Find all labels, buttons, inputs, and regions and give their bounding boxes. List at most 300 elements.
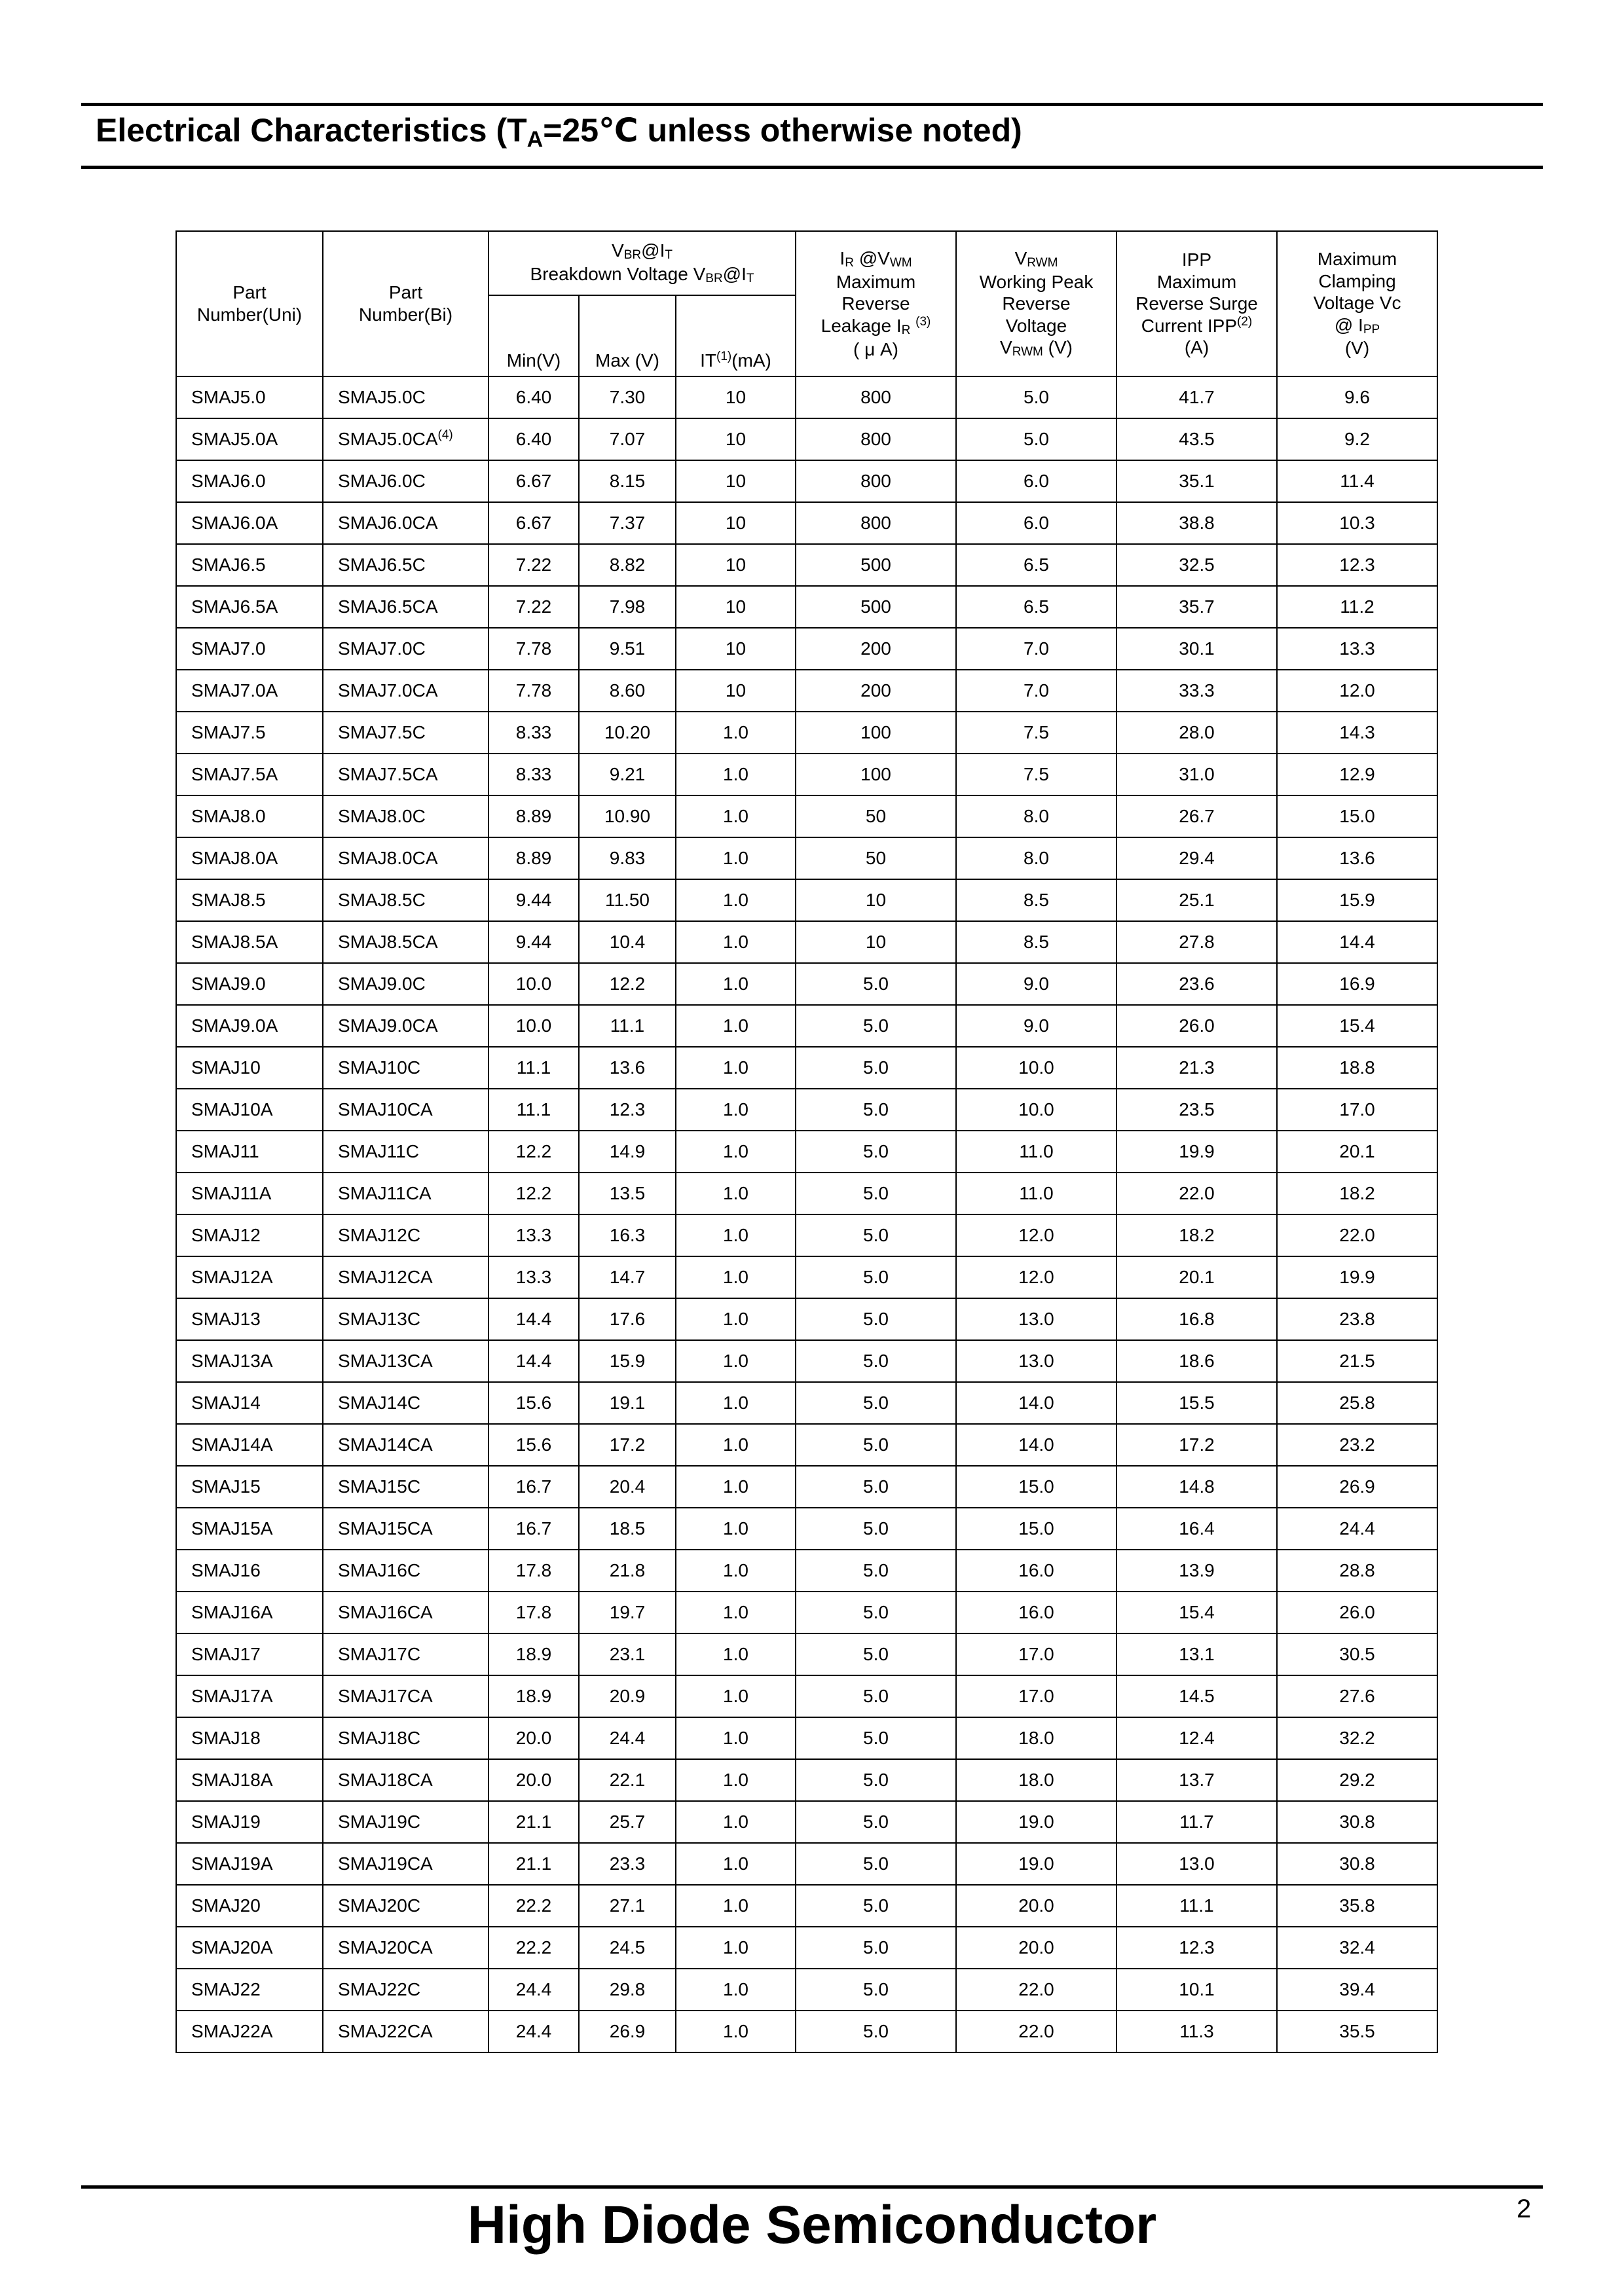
cell-part-number-uni: SMAJ12 [176, 1214, 323, 1256]
cell-surge-current: 32.5 [1116, 544, 1277, 586]
cell-min-voltage: 14.4 [489, 1298, 579, 1340]
cell-test-current: 1.0 [676, 1927, 796, 1969]
cell-max-voltage: 22.1 [579, 1759, 676, 1801]
cell-clamping-voltage: 30.8 [1277, 1801, 1437, 1843]
cell-max-voltage: 23.1 [579, 1633, 676, 1675]
cell-working-peak-voltage: 14.0 [956, 1424, 1116, 1466]
cell-clamping-voltage: 35.5 [1277, 2011, 1437, 2052]
cell-part-number-bi: SMAJ6.0C [323, 460, 489, 502]
cell-working-peak-voltage: 22.0 [956, 1969, 1116, 2011]
table-row [176, 1801, 1437, 1843]
cell-part-number-uni: SMAJ6.0 [176, 460, 323, 502]
cell-part-number-bi: SMAJ16CA [323, 1592, 489, 1633]
cell-max-voltage: 8.15 [579, 460, 676, 502]
table-row [176, 921, 1437, 963]
table-row [176, 502, 1437, 544]
cell-leakage-current: 5.0 [796, 1424, 956, 1466]
table-row [176, 1131, 1437, 1173]
cell-min-voltage: 7.78 [489, 628, 579, 670]
cell-clamping-voltage: 35.8 [1277, 1885, 1437, 1927]
cell-min-voltage: 15.6 [489, 1382, 579, 1424]
cell-clamping-voltage: 32.4 [1277, 1927, 1437, 1969]
cell-max-voltage: 21.8 [579, 1550, 676, 1592]
cell-leakage-current: 800 [796, 460, 956, 502]
cell-max-voltage: 13.5 [579, 1173, 676, 1214]
cell-max-voltage: 17.2 [579, 1424, 676, 1466]
cell-working-peak-voltage: 5.0 [956, 418, 1116, 460]
cell-max-voltage: 14.7 [579, 1256, 676, 1298]
cell-part-number-uni: SMAJ8.0A [176, 837, 323, 879]
cell-surge-current: 21.3 [1116, 1047, 1277, 1089]
cell-leakage-current: 100 [796, 754, 956, 795]
cell-max-voltage: 7.37 [579, 502, 676, 544]
header-max-voltage: Max (V) [579, 295, 676, 376]
cell-max-voltage: 18.5 [579, 1508, 676, 1550]
header-working-peak-voltage: VRWM Working Peak Reverse Voltage VRWM (V) [956, 231, 1116, 376]
cell-leakage-current: 500 [796, 586, 956, 628]
cell-leakage-current: 5.0 [796, 1675, 956, 1717]
cell-part-number-bi: SMAJ8.5CA [323, 921, 489, 963]
cell-part-number-bi: SMAJ7.0C [323, 628, 489, 670]
cell-test-current: 1.0 [676, 1885, 796, 1927]
cell-working-peak-voltage: 16.0 [956, 1550, 1116, 1592]
cell-part-number-uni: SMAJ13A [176, 1340, 323, 1382]
cell-test-current: 1.0 [676, 1424, 796, 1466]
cell-test-current: 1.0 [676, 1298, 796, 1340]
cell-test-current: 1.0 [676, 1466, 796, 1508]
cell-leakage-current: 5.0 [796, 2011, 956, 2052]
cell-part-number-uni: SMAJ6.5A [176, 586, 323, 628]
cell-leakage-current: 5.0 [796, 1592, 956, 1633]
cell-part-number-bi: SMAJ10CA [323, 1089, 489, 1131]
cell-part-number-bi: SMAJ15C [323, 1466, 489, 1508]
cell-working-peak-voltage: 5.0 [956, 376, 1116, 418]
cell-min-voltage: 9.44 [489, 921, 579, 963]
cell-part-number-uni: SMAJ11 [176, 1131, 323, 1173]
table-row [176, 2011, 1437, 2052]
cell-part-number-bi: SMAJ12CA [323, 1256, 489, 1298]
cell-leakage-current: 5.0 [796, 963, 956, 1005]
cell-surge-current: 43.5 [1116, 418, 1277, 460]
cell-part-number-uni: SMAJ12A [176, 1256, 323, 1298]
cell-clamping-voltage: 12.3 [1277, 544, 1437, 586]
cell-leakage-current: 5.0 [796, 1550, 956, 1592]
cell-max-voltage: 20.4 [579, 1466, 676, 1508]
cell-max-voltage: 19.1 [579, 1382, 676, 1424]
header-min-voltage: Min(V) [489, 295, 579, 376]
cell-clamping-voltage: 13.6 [1277, 837, 1437, 879]
cell-working-peak-voltage: 20.0 [956, 1885, 1116, 1927]
cell-part-number-uni: SMAJ5.0 [176, 376, 323, 418]
cell-surge-current: 11.3 [1116, 2011, 1277, 2052]
cell-part-number-uni: SMAJ14A [176, 1424, 323, 1466]
cell-part-number-uni: SMAJ15 [176, 1466, 323, 1508]
header-leakage-current: IR @VWM Maximum Reverse Leakage IR $^{(3)}$ ( μ A) [796, 231, 956, 376]
cell-leakage-current: 10 [796, 921, 956, 963]
header-part-number-uni: Part Number(Uni) [176, 231, 323, 376]
cell-test-current: 1.0 [676, 963, 796, 1005]
cell-max-voltage: 17.6 [579, 1298, 676, 1340]
cell-part-number-bi: SMAJ8.0C [323, 795, 489, 837]
cell-surge-current: 26.0 [1116, 1005, 1277, 1047]
cell-part-number-bi: SMAJ19C [323, 1801, 489, 1843]
electrical-characteristics-table [175, 230, 1438, 2053]
cell-surge-current: 15.5 [1116, 1382, 1277, 1424]
cell-part-number-uni: SMAJ19A [176, 1843, 323, 1885]
cell-clamping-voltage: 9.6 [1277, 376, 1437, 418]
cell-part-number-bi: SMAJ18CA [323, 1759, 489, 1801]
cell-test-current: 1.0 [676, 921, 796, 963]
cell-clamping-voltage: 17.0 [1277, 1089, 1437, 1131]
cell-working-peak-voltage: 19.0 [956, 1843, 1116, 1885]
cell-test-current: 1.0 [676, 754, 796, 795]
cell-working-peak-voltage: 17.0 [956, 1633, 1116, 1675]
cell-min-voltage: 6.40 [489, 418, 579, 460]
cell-surge-current: 26.7 [1116, 795, 1277, 837]
cell-part-number-uni: SMAJ14 [176, 1382, 323, 1424]
cell-leakage-current: 5.0 [796, 1173, 956, 1214]
cell-max-voltage: 14.9 [579, 1131, 676, 1173]
cell-part-number-bi: SMAJ6.5CA [323, 586, 489, 628]
cell-clamping-voltage: 13.3 [1277, 628, 1437, 670]
cell-surge-current: 30.1 [1116, 628, 1277, 670]
table-row [176, 1340, 1437, 1382]
cell-working-peak-voltage: 20.0 [956, 1927, 1116, 1969]
cell-min-voltage: 21.1 [489, 1801, 579, 1843]
cell-surge-current: 14.8 [1116, 1466, 1277, 1508]
table-row [176, 754, 1437, 795]
cell-part-number-bi: SMAJ9.0C [323, 963, 489, 1005]
cell-test-current: 10 [676, 418, 796, 460]
cell-leakage-current: 50 [796, 837, 956, 879]
table-row [176, 1885, 1437, 1927]
cell-working-peak-voltage: 9.0 [956, 963, 1116, 1005]
cell-surge-current: 16.4 [1116, 1508, 1277, 1550]
cell-test-current: 1.0 [676, 712, 796, 754]
cell-min-voltage: 20.0 [489, 1759, 579, 1801]
cell-surge-current: 17.2 [1116, 1424, 1277, 1466]
cell-part-number-bi: SMAJ7.5C [323, 712, 489, 754]
cell-min-voltage: 17.8 [489, 1550, 579, 1592]
cell-part-number-bi: SMAJ7.5CA [323, 754, 489, 795]
cell-working-peak-voltage: 7.0 [956, 670, 1116, 712]
cell-clamping-voltage: 11.4 [1277, 460, 1437, 502]
cell-working-peak-voltage: 16.0 [956, 1592, 1116, 1633]
cell-leakage-current: 5.0 [796, 1717, 956, 1759]
top-rule [81, 103, 1543, 106]
cell-part-number-uni: SMAJ11A [176, 1173, 323, 1214]
cell-part-number-uni: SMAJ17 [176, 1633, 323, 1675]
cell-test-current: 1.0 [676, 1214, 796, 1256]
cell-leakage-current: 100 [796, 712, 956, 754]
cell-working-peak-voltage: 17.0 [956, 1675, 1116, 1717]
cell-test-current: 1.0 [676, 1717, 796, 1759]
cell-min-voltage: 6.67 [489, 460, 579, 502]
cell-surge-current: 27.8 [1116, 921, 1277, 963]
cell-clamping-voltage: 18.8 [1277, 1047, 1437, 1089]
cell-part-number-bi: SMAJ19CA [323, 1843, 489, 1885]
table-row [176, 1675, 1437, 1717]
table-row [176, 1382, 1437, 1424]
cell-part-number-bi: SMAJ17C [323, 1633, 489, 1675]
header-surge-current: IPP Maximum Reverse Surge Current IPP$^{(2)}$ (A) [1116, 231, 1277, 376]
cell-max-voltage: 11.50 [579, 879, 676, 921]
cell-part-number-bi: SMAJ18C [323, 1717, 489, 1759]
cell-leakage-current: 5.0 [796, 1214, 956, 1256]
cell-max-voltage: 13.6 [579, 1047, 676, 1089]
cell-part-number-uni: SMAJ6.0A [176, 502, 323, 544]
cell-test-current: 1.0 [676, 795, 796, 837]
cell-clamping-voltage: 28.8 [1277, 1550, 1437, 1592]
cell-min-voltage: 6.40 [489, 376, 579, 418]
cell-min-voltage: 7.22 [489, 586, 579, 628]
table-row [176, 1759, 1437, 1801]
cell-part-number-bi: SMAJ20CA [323, 1927, 489, 1969]
cell-leakage-current: 50 [796, 795, 956, 837]
cell-test-current: 10 [676, 670, 796, 712]
table-row [176, 837, 1437, 879]
cell-part-number-uni: SMAJ10A [176, 1089, 323, 1131]
cell-max-voltage: 11.1 [579, 1005, 676, 1047]
cell-test-current: 10 [676, 376, 796, 418]
cell-max-voltage: 7.30 [579, 376, 676, 418]
cell-part-number-uni: SMAJ9.0A [176, 1005, 323, 1047]
table-row [176, 670, 1437, 712]
cell-test-current: 1.0 [676, 1131, 796, 1173]
table-row [176, 1047, 1437, 1089]
cell-test-current: 1.0 [676, 1005, 796, 1047]
cell-part-number-uni: SMAJ20A [176, 1927, 323, 1969]
cell-leakage-current: 5.0 [796, 1256, 956, 1298]
table-row [176, 712, 1437, 754]
cell-leakage-current: 5.0 [796, 1005, 956, 1047]
cell-test-current: 1.0 [676, 1340, 796, 1382]
cell-part-number-bi: SMAJ20C [323, 1885, 489, 1927]
cell-leakage-current: 5.0 [796, 1633, 956, 1675]
cell-part-number-bi: SMAJ16C [323, 1550, 489, 1592]
table-row [176, 1843, 1437, 1885]
cell-leakage-current: 5.0 [796, 1927, 956, 1969]
cell-working-peak-voltage: 12.0 [956, 1214, 1116, 1256]
cell-max-voltage: 7.98 [579, 586, 676, 628]
cell-clamping-voltage: 23.2 [1277, 1424, 1437, 1466]
cell-min-voltage: 8.33 [489, 754, 579, 795]
cell-min-voltage: 11.1 [489, 1047, 579, 1089]
cell-surge-current: 13.1 [1116, 1633, 1277, 1675]
cell-max-voltage: 12.2 [579, 963, 676, 1005]
table-row [176, 1550, 1437, 1592]
cell-surge-current: 33.3 [1116, 670, 1277, 712]
header-breakdown-voltage: VBR@IT Breakdown Voltage VBR@IT [489, 231, 796, 295]
cell-part-number-bi: SMAJ22CA [323, 2011, 489, 2052]
table-row [176, 879, 1437, 921]
table-row [176, 418, 1437, 460]
cell-surge-current: 12.3 [1116, 1927, 1277, 1969]
cell-max-voltage: 25.7 [579, 1801, 676, 1843]
cell-part-number-uni: SMAJ16 [176, 1550, 323, 1592]
cell-part-number-uni: SMAJ19 [176, 1801, 323, 1843]
cell-clamping-voltage: 30.5 [1277, 1633, 1437, 1675]
cell-min-voltage: 24.4 [489, 2011, 579, 2052]
table-row [176, 1298, 1437, 1340]
cell-max-voltage: 7.07 [579, 418, 676, 460]
cell-leakage-current: 800 [796, 418, 956, 460]
cell-min-voltage: 6.67 [489, 502, 579, 544]
cell-min-voltage: 21.1 [489, 1843, 579, 1885]
cell-working-peak-voltage: 7.5 [956, 754, 1116, 795]
cell-test-current: 1.0 [676, 1843, 796, 1885]
cell-leakage-current: 5.0 [796, 1340, 956, 1382]
cell-part-number-bi: SMAJ14CA [323, 1424, 489, 1466]
cell-max-voltage: 27.1 [579, 1885, 676, 1927]
cell-working-peak-voltage: 13.0 [956, 1340, 1116, 1382]
cell-min-voltage: 20.0 [489, 1717, 579, 1759]
cell-surge-current: 28.0 [1116, 712, 1277, 754]
cell-min-voltage: 14.4 [489, 1340, 579, 1382]
cell-max-voltage: 20.9 [579, 1675, 676, 1717]
cell-min-voltage: 16.7 [489, 1508, 579, 1550]
cell-surge-current: 23.6 [1116, 963, 1277, 1005]
cell-leakage-current: 5.0 [796, 1466, 956, 1508]
cell-surge-current: 20.1 [1116, 1256, 1277, 1298]
cell-max-voltage: 24.4 [579, 1717, 676, 1759]
cell-leakage-current: 5.0 [796, 1047, 956, 1089]
cell-surge-current: 29.4 [1116, 837, 1277, 879]
cell-surge-current: 22.0 [1116, 1173, 1277, 1214]
table-row [176, 1424, 1437, 1466]
cell-leakage-current: 800 [796, 502, 956, 544]
table-row [176, 963, 1437, 1005]
table-row [176, 1089, 1437, 1131]
footer-company-name: High Diode Semiconductor [467, 2195, 1157, 2255]
cell-working-peak-voltage: 8.0 [956, 795, 1116, 837]
cell-part-number-uni: SMAJ10 [176, 1047, 323, 1089]
table-row [176, 1717, 1437, 1759]
cell-surge-current: 19.9 [1116, 1131, 1277, 1173]
cell-working-peak-voltage: 15.0 [956, 1466, 1116, 1508]
cell-test-current: 10 [676, 586, 796, 628]
cell-clamping-voltage: 10.3 [1277, 502, 1437, 544]
cell-clamping-voltage: 15.9 [1277, 879, 1437, 921]
cell-max-voltage: 9.51 [579, 628, 676, 670]
cell-min-voltage: 7.78 [489, 670, 579, 712]
cell-test-current: 1.0 [676, 1592, 796, 1633]
cell-min-voltage: 18.9 [489, 1633, 579, 1675]
table-row [176, 1633, 1437, 1675]
title-underline [81, 166, 1543, 169]
cell-min-voltage: 15.6 [489, 1424, 579, 1466]
cell-max-voltage: 10.20 [579, 712, 676, 754]
cell-part-number-uni: SMAJ17A [176, 1675, 323, 1717]
cell-surge-current: 13.0 [1116, 1843, 1277, 1885]
cell-part-number-bi: SMAJ15CA [323, 1508, 489, 1550]
cell-test-current: 1.0 [676, 1759, 796, 1801]
footer-rule [81, 2185, 1543, 2189]
cell-part-number-bi: SMAJ22C [323, 1969, 489, 2011]
cell-max-voltage: 8.60 [579, 670, 676, 712]
cell-surge-current: 11.7 [1116, 1801, 1277, 1843]
cell-working-peak-voltage: 10.0 [956, 1047, 1116, 1089]
cell-surge-current: 38.8 [1116, 502, 1277, 544]
cell-surge-current: 35.7 [1116, 586, 1277, 628]
cell-min-voltage: 11.1 [489, 1089, 579, 1131]
cell-part-number-uni: SMAJ18 [176, 1717, 323, 1759]
cell-surge-current: 18.6 [1116, 1340, 1277, 1382]
cell-clamping-voltage: 18.2 [1277, 1173, 1437, 1214]
cell-working-peak-voltage: 15.0 [956, 1508, 1116, 1550]
cell-test-current: 1.0 [676, 1550, 796, 1592]
cell-test-current: 1.0 [676, 1633, 796, 1675]
cell-working-peak-voltage: 10.0 [956, 1089, 1116, 1131]
cell-max-voltage: 29.8 [579, 1969, 676, 2011]
cell-test-current: 1.0 [676, 1382, 796, 1424]
cell-clamping-voltage: 12.0 [1277, 670, 1437, 712]
cell-part-number-bi: SMAJ11C [323, 1131, 489, 1173]
cell-min-voltage: 8.89 [489, 837, 579, 879]
cell-test-current: 10 [676, 628, 796, 670]
cell-max-voltage: 26.9 [579, 2011, 676, 2052]
cell-part-number-bi: SMAJ8.5C [323, 879, 489, 921]
cell-min-voltage: 18.9 [489, 1675, 579, 1717]
cell-max-voltage: 10.4 [579, 921, 676, 963]
cell-clamping-voltage: 15.4 [1277, 1005, 1437, 1047]
cell-leakage-current: 10 [796, 879, 956, 921]
cell-test-current: 1.0 [676, 1047, 796, 1089]
table-row [176, 1508, 1437, 1550]
cell-clamping-voltage: 14.4 [1277, 921, 1437, 963]
cell-leakage-current: 5.0 [796, 1801, 956, 1843]
cell-clamping-voltage: 11.2 [1277, 586, 1437, 628]
cell-working-peak-voltage: 8.5 [956, 879, 1116, 921]
cell-clamping-voltage: 39.4 [1277, 1969, 1437, 2011]
cell-clamping-voltage: 32.2 [1277, 1717, 1437, 1759]
cell-clamping-voltage: 19.9 [1277, 1256, 1437, 1298]
table-row [176, 1005, 1437, 1047]
cell-surge-current: 13.7 [1116, 1759, 1277, 1801]
cell-clamping-voltage: 16.9 [1277, 963, 1437, 1005]
table-row [176, 460, 1437, 502]
cell-working-peak-voltage: 8.0 [956, 837, 1116, 879]
cell-min-voltage: 12.2 [489, 1131, 579, 1173]
cell-clamping-voltage: 26.0 [1277, 1592, 1437, 1633]
cell-part-number-uni: SMAJ20 [176, 1885, 323, 1927]
cell-test-current: 1.0 [676, 1801, 796, 1843]
cell-clamping-voltage: 23.8 [1277, 1298, 1437, 1340]
cell-min-voltage: 13.3 [489, 1256, 579, 1298]
cell-part-number-uni: SMAJ7.5 [176, 712, 323, 754]
cell-part-number-uni: SMAJ8.0 [176, 795, 323, 837]
cell-working-peak-voltage: 8.5 [956, 921, 1116, 963]
cell-part-number-uni: SMAJ15A [176, 1508, 323, 1550]
cell-test-current: 1.0 [676, 879, 796, 921]
cell-part-number-bi: SMAJ8.0CA [323, 837, 489, 879]
cell-clamping-voltage: 25.8 [1277, 1382, 1437, 1424]
cell-max-voltage: 16.3 [579, 1214, 676, 1256]
cell-surge-current: 13.9 [1116, 1550, 1277, 1592]
cell-surge-current: 12.4 [1116, 1717, 1277, 1759]
cell-clamping-voltage: 14.3 [1277, 712, 1437, 754]
cell-max-voltage: 24.5 [579, 1927, 676, 1969]
cell-part-number-uni: SMAJ8.5A [176, 921, 323, 963]
table-row [176, 628, 1437, 670]
cell-working-peak-voltage: 18.0 [956, 1717, 1116, 1759]
cell-clamping-voltage: 24.4 [1277, 1508, 1437, 1550]
cell-working-peak-voltage: 6.0 [956, 502, 1116, 544]
cell-part-number-bi: SMAJ10C [323, 1047, 489, 1089]
cell-working-peak-voltage: 12.0 [956, 1256, 1116, 1298]
cell-leakage-current: 5.0 [796, 1759, 956, 1801]
cell-min-voltage: 12.2 [489, 1173, 579, 1214]
